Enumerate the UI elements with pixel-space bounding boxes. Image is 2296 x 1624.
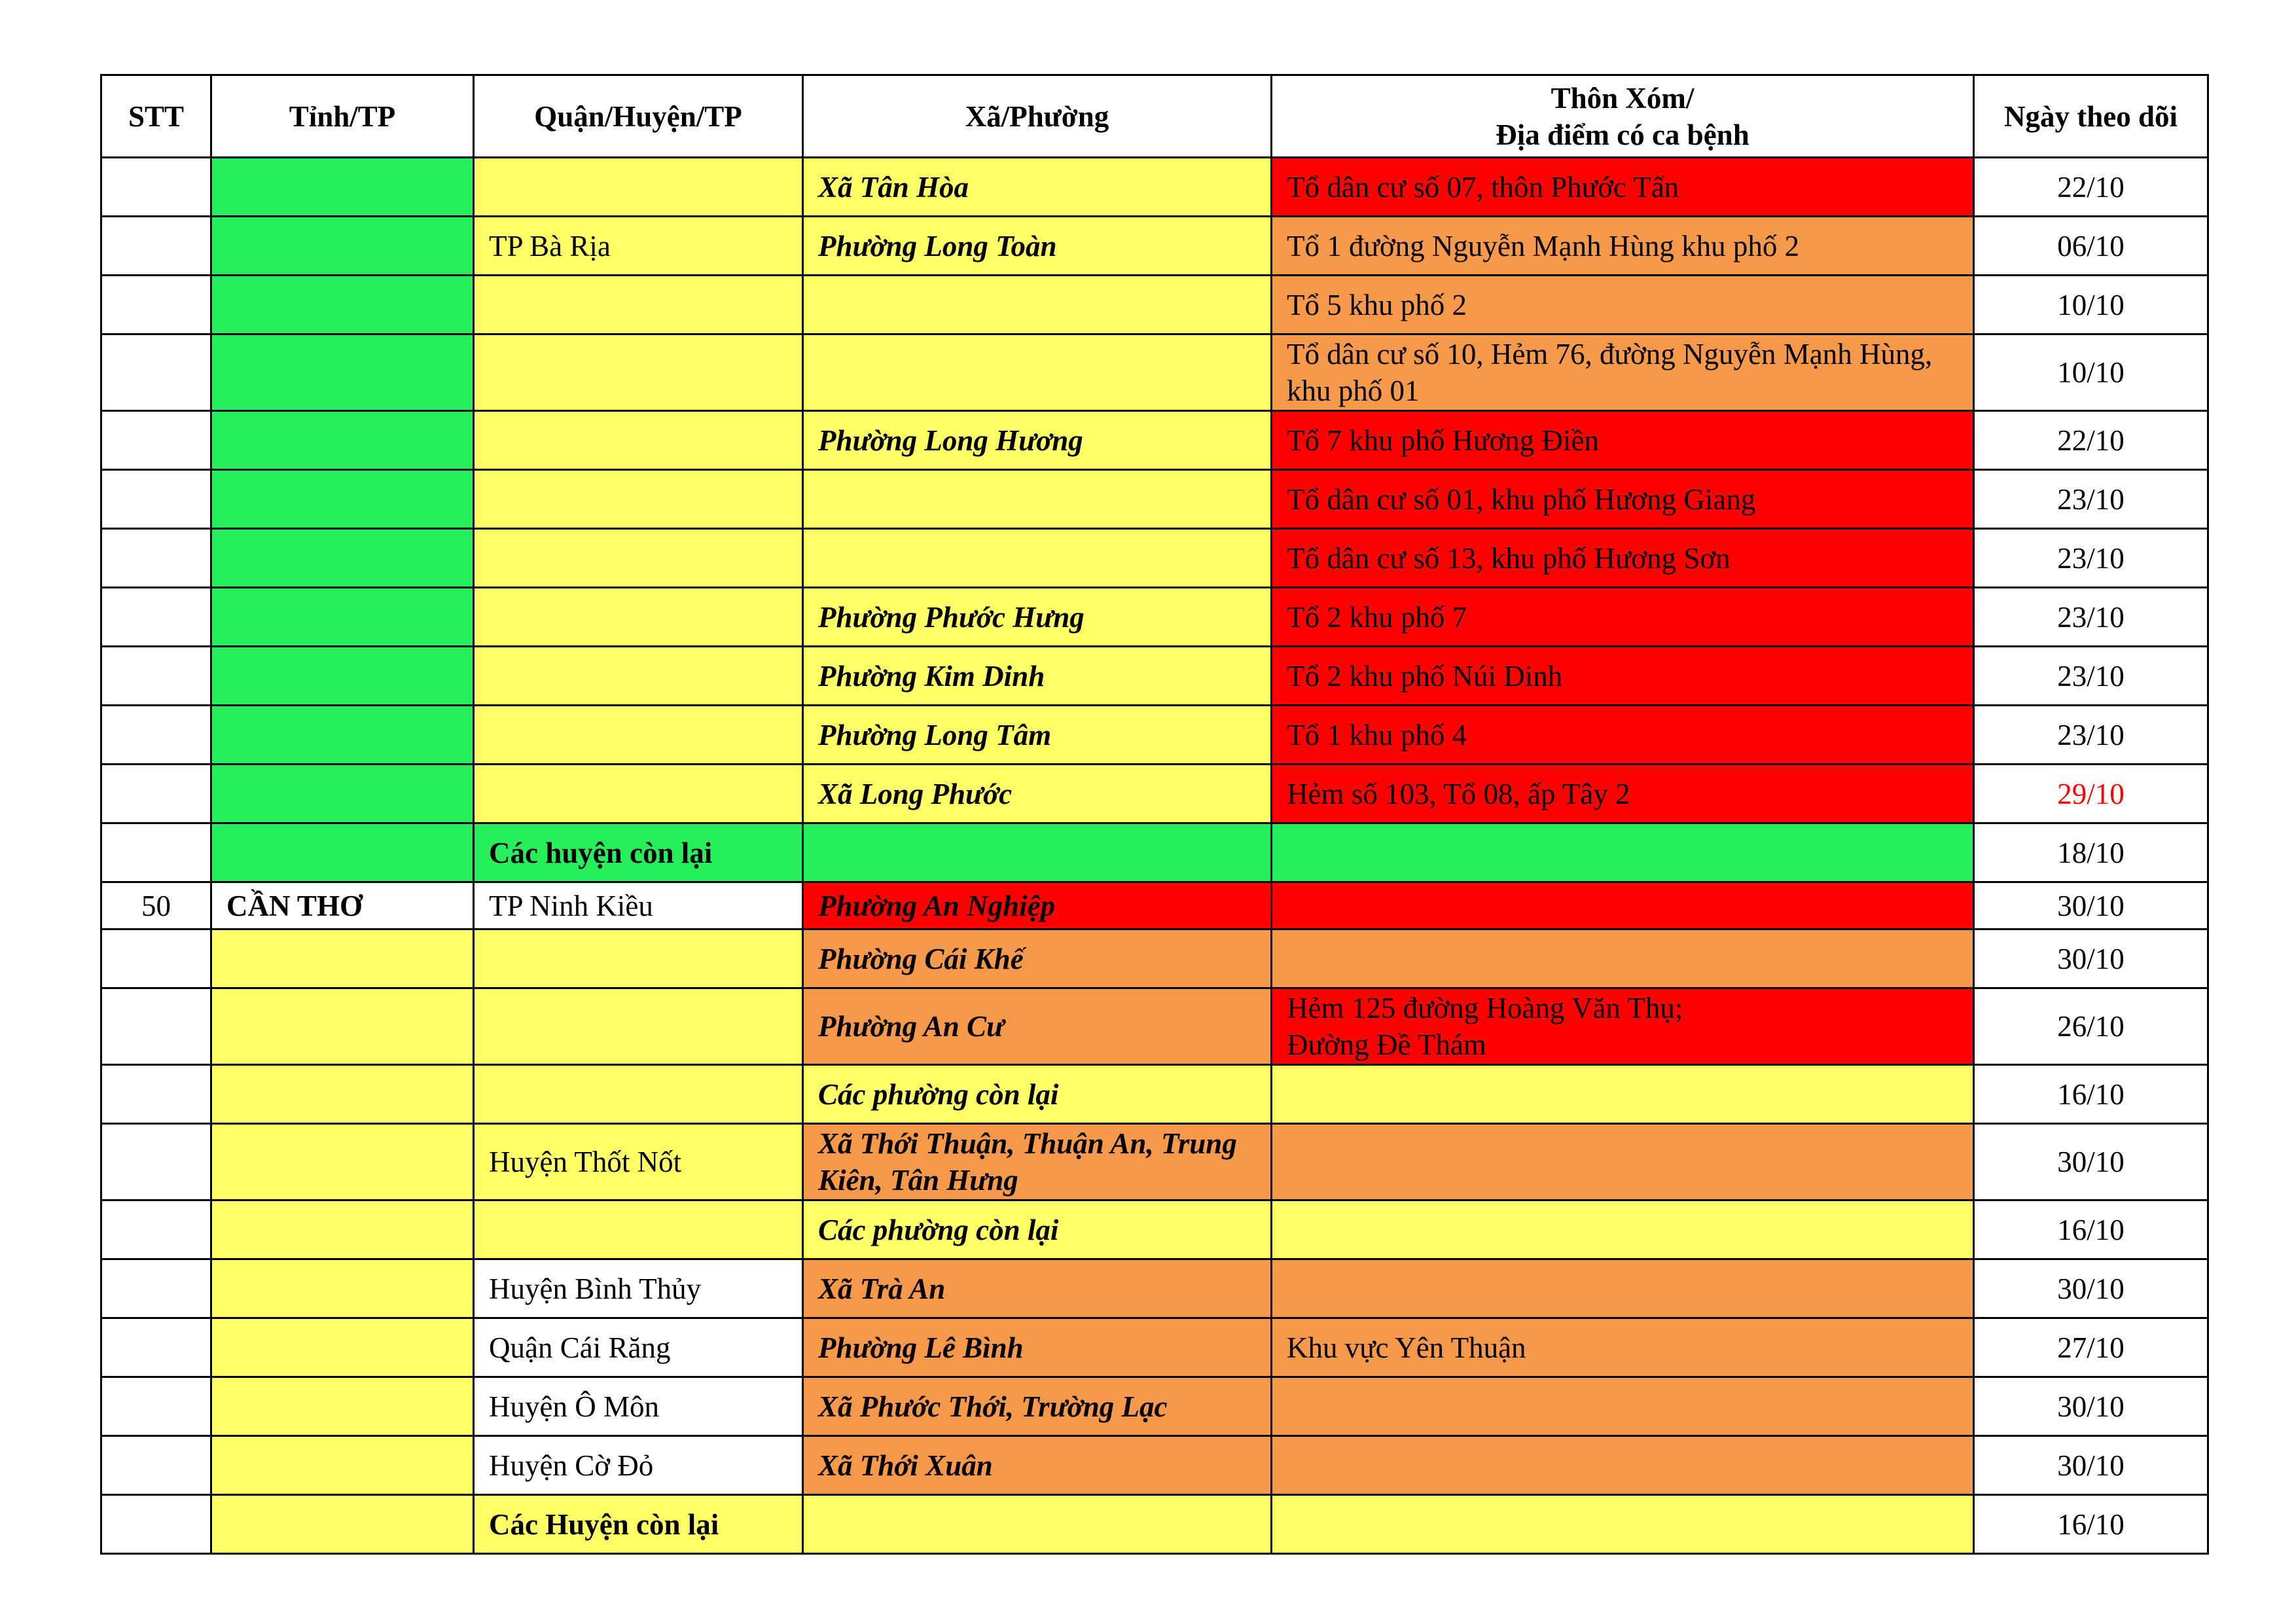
stt-cell <box>101 929 211 988</box>
ward-cell: Xã Tân Hòa <box>803 158 1272 217</box>
district-cell <box>474 276 803 334</box>
district-cell <box>474 929 803 988</box>
stt-cell <box>101 470 211 529</box>
table-row <box>101 334 2208 411</box>
table-row <box>101 158 2208 217</box>
follow-date-cell: 10/10 <box>1974 276 2208 334</box>
stt-cell <box>101 1318 211 1377</box>
stt-cell <box>101 1495 211 1554</box>
ward-cell: Các phường còn lại <box>803 1065 1272 1124</box>
table-row <box>101 1495 2208 1554</box>
follow-date-cell: 30/10 <box>1974 1436 2208 1495</box>
province-cell <box>211 217 474 276</box>
province-cell <box>211 276 474 334</box>
location-cell: Tổ 5 khu phố 2 <box>1272 276 1974 334</box>
province-cell <box>211 706 474 765</box>
province-cell <box>211 470 474 529</box>
district-cell: Huyện Ô Môn <box>474 1377 803 1436</box>
follow-date-cell: 30/10 <box>1974 929 2208 988</box>
table-row <box>101 470 2208 529</box>
table-row <box>101 276 2208 334</box>
table-row <box>101 882 2208 929</box>
table-row <box>101 929 2208 988</box>
stt-cell <box>101 529 211 588</box>
table-row <box>101 411 2208 470</box>
province-cell <box>211 988 474 1065</box>
ward-cell: Phường Cái Khế <box>803 929 1272 988</box>
stt-cell <box>101 1124 211 1200</box>
province-cell <box>211 1065 474 1124</box>
location-cell <box>1272 929 1974 988</box>
stt-cell <box>101 647 211 706</box>
province-cell <box>211 765 474 823</box>
ward-cell <box>803 823 1272 882</box>
location-cell: Tổ dân cư số 01, khu phố Hương Giang <box>1272 470 1974 529</box>
district-cell: Các Huyện còn lại <box>474 1495 803 1554</box>
district-cell: Huyện Cờ Đỏ <box>474 1436 803 1495</box>
province-cell <box>211 334 474 411</box>
stt-cell <box>101 217 211 276</box>
ward-cell: Xã Thới Xuân <box>803 1436 1272 1495</box>
stt-cell <box>101 1377 211 1436</box>
stt-cell <box>101 1436 211 1495</box>
table-row <box>101 1259 2208 1318</box>
location-cell: Tổ 1 khu phố 4 <box>1272 706 1974 765</box>
table-row <box>101 588 2208 647</box>
header-row <box>101 75 2208 158</box>
header-province: Tỉnh/TP <box>211 75 474 158</box>
table-row <box>101 1065 2208 1124</box>
location-cell <box>1272 1259 1974 1318</box>
ward-cell: Xã Long Phước <box>803 765 1272 823</box>
follow-date-cell: 23/10 <box>1974 647 2208 706</box>
stt-cell <box>101 1259 211 1318</box>
district-cell: TP Ninh Kiều <box>474 882 803 929</box>
district-cell: Huyện Thốt Nốt <box>474 1124 803 1200</box>
stt-cell <box>101 276 211 334</box>
province-cell <box>211 1318 474 1377</box>
ward-cell: Xã Thới Thuận, Thuận An, Trung Kiên, Tân Hưng <box>803 1124 1272 1200</box>
follow-date-cell: 30/10 <box>1974 882 2208 929</box>
stt-cell <box>101 765 211 823</box>
location-cell: Khu vực Yên Thuận <box>1272 1318 1974 1377</box>
follow-date-cell: 23/10 <box>1974 470 2208 529</box>
follow-date-cell: 23/10 <box>1974 529 2208 588</box>
location-cell <box>1272 1436 1974 1495</box>
table-row <box>101 1200 2208 1259</box>
province-cell <box>211 647 474 706</box>
province-cell <box>211 1124 474 1200</box>
location-cell: Tổ 1 đường Nguyễn Mạnh Hùng khu phố 2 <box>1272 217 1974 276</box>
district-cell <box>474 334 803 411</box>
follow-date-cell: 23/10 <box>1974 588 2208 647</box>
ward-cell <box>803 470 1272 529</box>
province-cell <box>211 929 474 988</box>
location-cell: Tổ dân cư số 10, Hẻm 76, đường Nguyễn Mạnh Hùng, khu phố 01 <box>1272 334 1974 411</box>
province-cell <box>211 529 474 588</box>
location-cell <box>1272 1495 1974 1554</box>
district-cell <box>474 158 803 217</box>
stt-cell <box>101 706 211 765</box>
follow-date-cell: 18/10 <box>1974 823 2208 882</box>
ward-cell <box>803 529 1272 588</box>
header-ward: Xã/Phường <box>803 75 1272 158</box>
province-cell <box>211 588 474 647</box>
follow-date-cell: 23/10 <box>1974 706 2208 765</box>
header-stt: STT <box>101 75 211 158</box>
location-cell <box>1272 882 1974 929</box>
ward-cell: Phường Long Toàn <box>803 217 1272 276</box>
stt-cell <box>101 988 211 1065</box>
table-row <box>101 1436 2208 1495</box>
district-cell <box>474 988 803 1065</box>
ward-cell: Phường Kim Dinh <box>803 647 1272 706</box>
district-cell <box>474 1200 803 1259</box>
district-cell: TP Bà Rịa <box>474 217 803 276</box>
province-cell <box>211 1259 474 1318</box>
table-row <box>101 1124 2208 1200</box>
province-cell <box>211 823 474 882</box>
follow-date-cell: 29/10 <box>1974 765 2208 823</box>
location-cell: Tổ dân cư số 13, khu phố Hương Sơn <box>1272 529 1974 588</box>
ward-cell: Phường Lê Bình <box>803 1318 1272 1377</box>
district-cell: Các huyện còn lại <box>474 823 803 882</box>
district-cell: Quận Cái Răng <box>474 1318 803 1377</box>
header-district: Quận/Huyện/TP <box>474 75 803 158</box>
stt-cell <box>101 158 211 217</box>
district-cell <box>474 411 803 470</box>
ward-cell <box>803 276 1272 334</box>
location-cell: Tổ 2 khu phố 7 <box>1272 588 1974 647</box>
stt-cell <box>101 823 211 882</box>
location-cell: Tổ 7 khu phố Hương Điền <box>1272 411 1974 470</box>
district-cell <box>474 588 803 647</box>
follow-date-cell: 22/10 <box>1974 158 2208 217</box>
ward-cell <box>803 334 1272 411</box>
follow-date-cell: 26/10 <box>1974 988 2208 1065</box>
province-cell <box>211 1377 474 1436</box>
ward-cell: Phường Long Tâm <box>803 706 1272 765</box>
follow-date-cell: 27/10 <box>1974 1318 2208 1377</box>
district-cell <box>474 470 803 529</box>
location-cell <box>1272 1065 1974 1124</box>
follow-date-cell: 16/10 <box>1974 1495 2208 1554</box>
stt-cell <box>101 1065 211 1124</box>
location-cell <box>1272 1377 1974 1436</box>
ward-cell: Xã Phước Thới, Trường Lạc <box>803 1377 1272 1436</box>
district-cell <box>474 765 803 823</box>
stt-cell <box>101 411 211 470</box>
follow-date-cell: 30/10 <box>1974 1124 2208 1200</box>
table-row <box>101 647 2208 706</box>
location-cell <box>1272 823 1974 882</box>
stt-cell <box>101 334 211 411</box>
ward-cell: Phường An Nghiệp <box>803 882 1272 929</box>
location-cell: Tổ dân cư số 07, thôn Phước Tấn <box>1272 158 1974 217</box>
district-cell <box>474 1065 803 1124</box>
province-cell <box>211 1495 474 1554</box>
table-row <box>101 1318 2208 1377</box>
table-row <box>101 823 2208 882</box>
follow-date-cell: 30/10 <box>1974 1377 2208 1436</box>
location-cell <box>1272 1124 1974 1200</box>
table-row <box>101 765 2208 823</box>
follow-date-cell: 30/10 <box>1974 1259 2208 1318</box>
province-cell <box>211 411 474 470</box>
stt-cell <box>101 588 211 647</box>
tracking-table <box>100 74 2209 1555</box>
ward-cell: Phường Long Hương <box>803 411 1272 470</box>
table-row <box>101 217 2208 276</box>
follow-date-cell: 10/10 <box>1974 334 2208 411</box>
location-cell: Hẻm số 103, Tổ 08, ấp Tây 2 <box>1272 765 1974 823</box>
header-follow-date: Ngày theo dõi <box>1974 75 2208 158</box>
ward-cell: Phường An Cư <box>803 988 1272 1065</box>
table-row <box>101 988 2208 1065</box>
follow-date-cell: 16/10 <box>1974 1065 2208 1124</box>
province-cell: CẦN THƠ <box>211 882 474 929</box>
ward-cell: Phường Phước Hưng <box>803 588 1272 647</box>
province-cell <box>211 1200 474 1259</box>
ward-cell: Xã Trà An <box>803 1259 1272 1318</box>
province-cell <box>211 158 474 217</box>
table-row <box>101 529 2208 588</box>
follow-date-cell: 16/10 <box>1974 1200 2208 1259</box>
follow-date-cell: 06/10 <box>1974 217 2208 276</box>
stt-cell: 50 <box>101 882 211 929</box>
location-cell: Tổ 2 khu phố Núi Dinh <box>1272 647 1974 706</box>
table-row <box>101 706 2208 765</box>
district-cell <box>474 706 803 765</box>
district-cell <box>474 647 803 706</box>
header-location: Thôn Xóm/ Địa điểm có ca bệnh <box>1272 75 1974 158</box>
stt-cell <box>101 1200 211 1259</box>
province-cell <box>211 1436 474 1495</box>
location-cell <box>1272 1200 1974 1259</box>
district-cell <box>474 529 803 588</box>
ward-cell: Các phường còn lại <box>803 1200 1272 1259</box>
location-cell: Hẻm 125 đường Hoàng Văn Thụ; Đường Đề Thám <box>1272 988 1974 1065</box>
follow-date-cell: 22/10 <box>1974 411 2208 470</box>
district-cell: Huyện Bình Thủy <box>474 1259 803 1318</box>
ward-cell <box>803 1495 1272 1554</box>
table-row <box>101 1377 2208 1436</box>
